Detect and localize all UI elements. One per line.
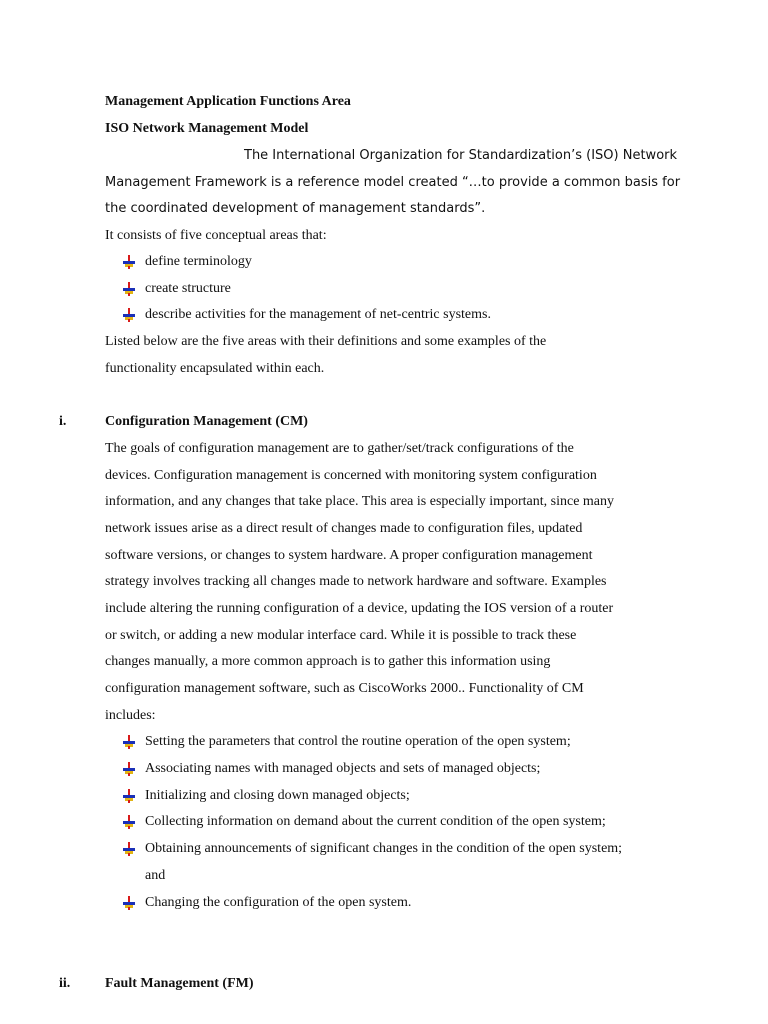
- paragraph-line: strategy involves tracking all changes made to network hardware and software. Examples: [105, 574, 607, 589]
- section-numeral: i.: [59, 414, 67, 429]
- paragraph-line: changes manually, a more common approach is to gather this information using: [105, 654, 551, 669]
- intro-line-2: Management Framework is a reference model created “…to provide a common basis for: [105, 175, 681, 190]
- pushpin-bullet-icon: [121, 789, 137, 803]
- intro-line-1: The International Organization for Standardization’s (ISO) Network: [244, 148, 678, 163]
- pushpin-bullet-icon: [121, 762, 137, 776]
- paragraph-line: or switch, or adding a new modular interface card. While it is possible to track these: [105, 628, 577, 643]
- pushpin-bullet-icon: [121, 255, 137, 269]
- section-title-fm: Fault Management (FM): [105, 976, 254, 991]
- list-item-continuation: and: [145, 868, 166, 883]
- paragraph-line: information, and any changes that take place. This area is especially important, since many: [105, 494, 615, 509]
- pushpin-bullet-icon: [121, 308, 137, 322]
- intro-line-3: the coordinated development of management standards”.: [105, 201, 486, 216]
- document-heading: Management Application Functions Area: [105, 94, 351, 109]
- paragraph-line: network issues arise as a direct result of changes made to configuration files, updated: [105, 521, 583, 536]
- list-item-text: Setting the parameters that control the routine operation of the open system;: [145, 734, 571, 749]
- listed-line-1: Listed below are the five areas with their definitions and some examples of the: [105, 334, 547, 349]
- pushpin-bullet-icon: [121, 842, 137, 856]
- pushpin-bullet-icon: [121, 815, 137, 829]
- list-item-text: Associating names with managed objects and sets of managed objects;: [145, 761, 541, 776]
- paragraph-line: configuration management software, such as CiscoWorks 2000.. Functionality of CM: [105, 681, 584, 696]
- pushpin-bullet-icon: [121, 735, 137, 749]
- paragraph-line: software versions, or changes to system hardware. A proper configuration management: [105, 548, 593, 563]
- section-title-cm: Configuration Management (CM): [105, 414, 308, 429]
- list-item-text: Initializing and closing down managed objects;: [145, 788, 410, 803]
- list-item-text: Changing the configuration of the open system.: [145, 895, 412, 910]
- paragraph-line: include altering the running configuration of a device, updating the IOS version of a router: [105, 601, 614, 616]
- list-item-text: Obtaining announcements of significant changes in the condition of the open system;: [145, 841, 623, 856]
- pushpin-bullet-icon: [121, 896, 137, 910]
- paragraph-line: devices. Configuration management is concerned with monitoring system configuration: [105, 468, 597, 483]
- list-item-text: describe activities for the management of net-centric systems.: [145, 307, 491, 322]
- paragraph-line: The goals of configuration management are to gather/set/track configurations of the: [105, 441, 574, 456]
- pushpin-bullet-icon: [121, 282, 137, 296]
- consists-line: It consists of five conceptual areas that:: [105, 228, 327, 243]
- list-item-text: create structure: [145, 281, 231, 296]
- paragraph-line: includes:: [105, 708, 156, 723]
- list-item-text: Collecting information on demand about the current condition of the open system;: [145, 814, 606, 829]
- section-heading-iso-model: ISO Network Management Model: [105, 121, 309, 136]
- section-numeral: ii.: [59, 976, 71, 991]
- list-item-text: define terminology: [145, 254, 252, 269]
- listed-line-2: functionality encapsulated within each.: [105, 361, 325, 376]
